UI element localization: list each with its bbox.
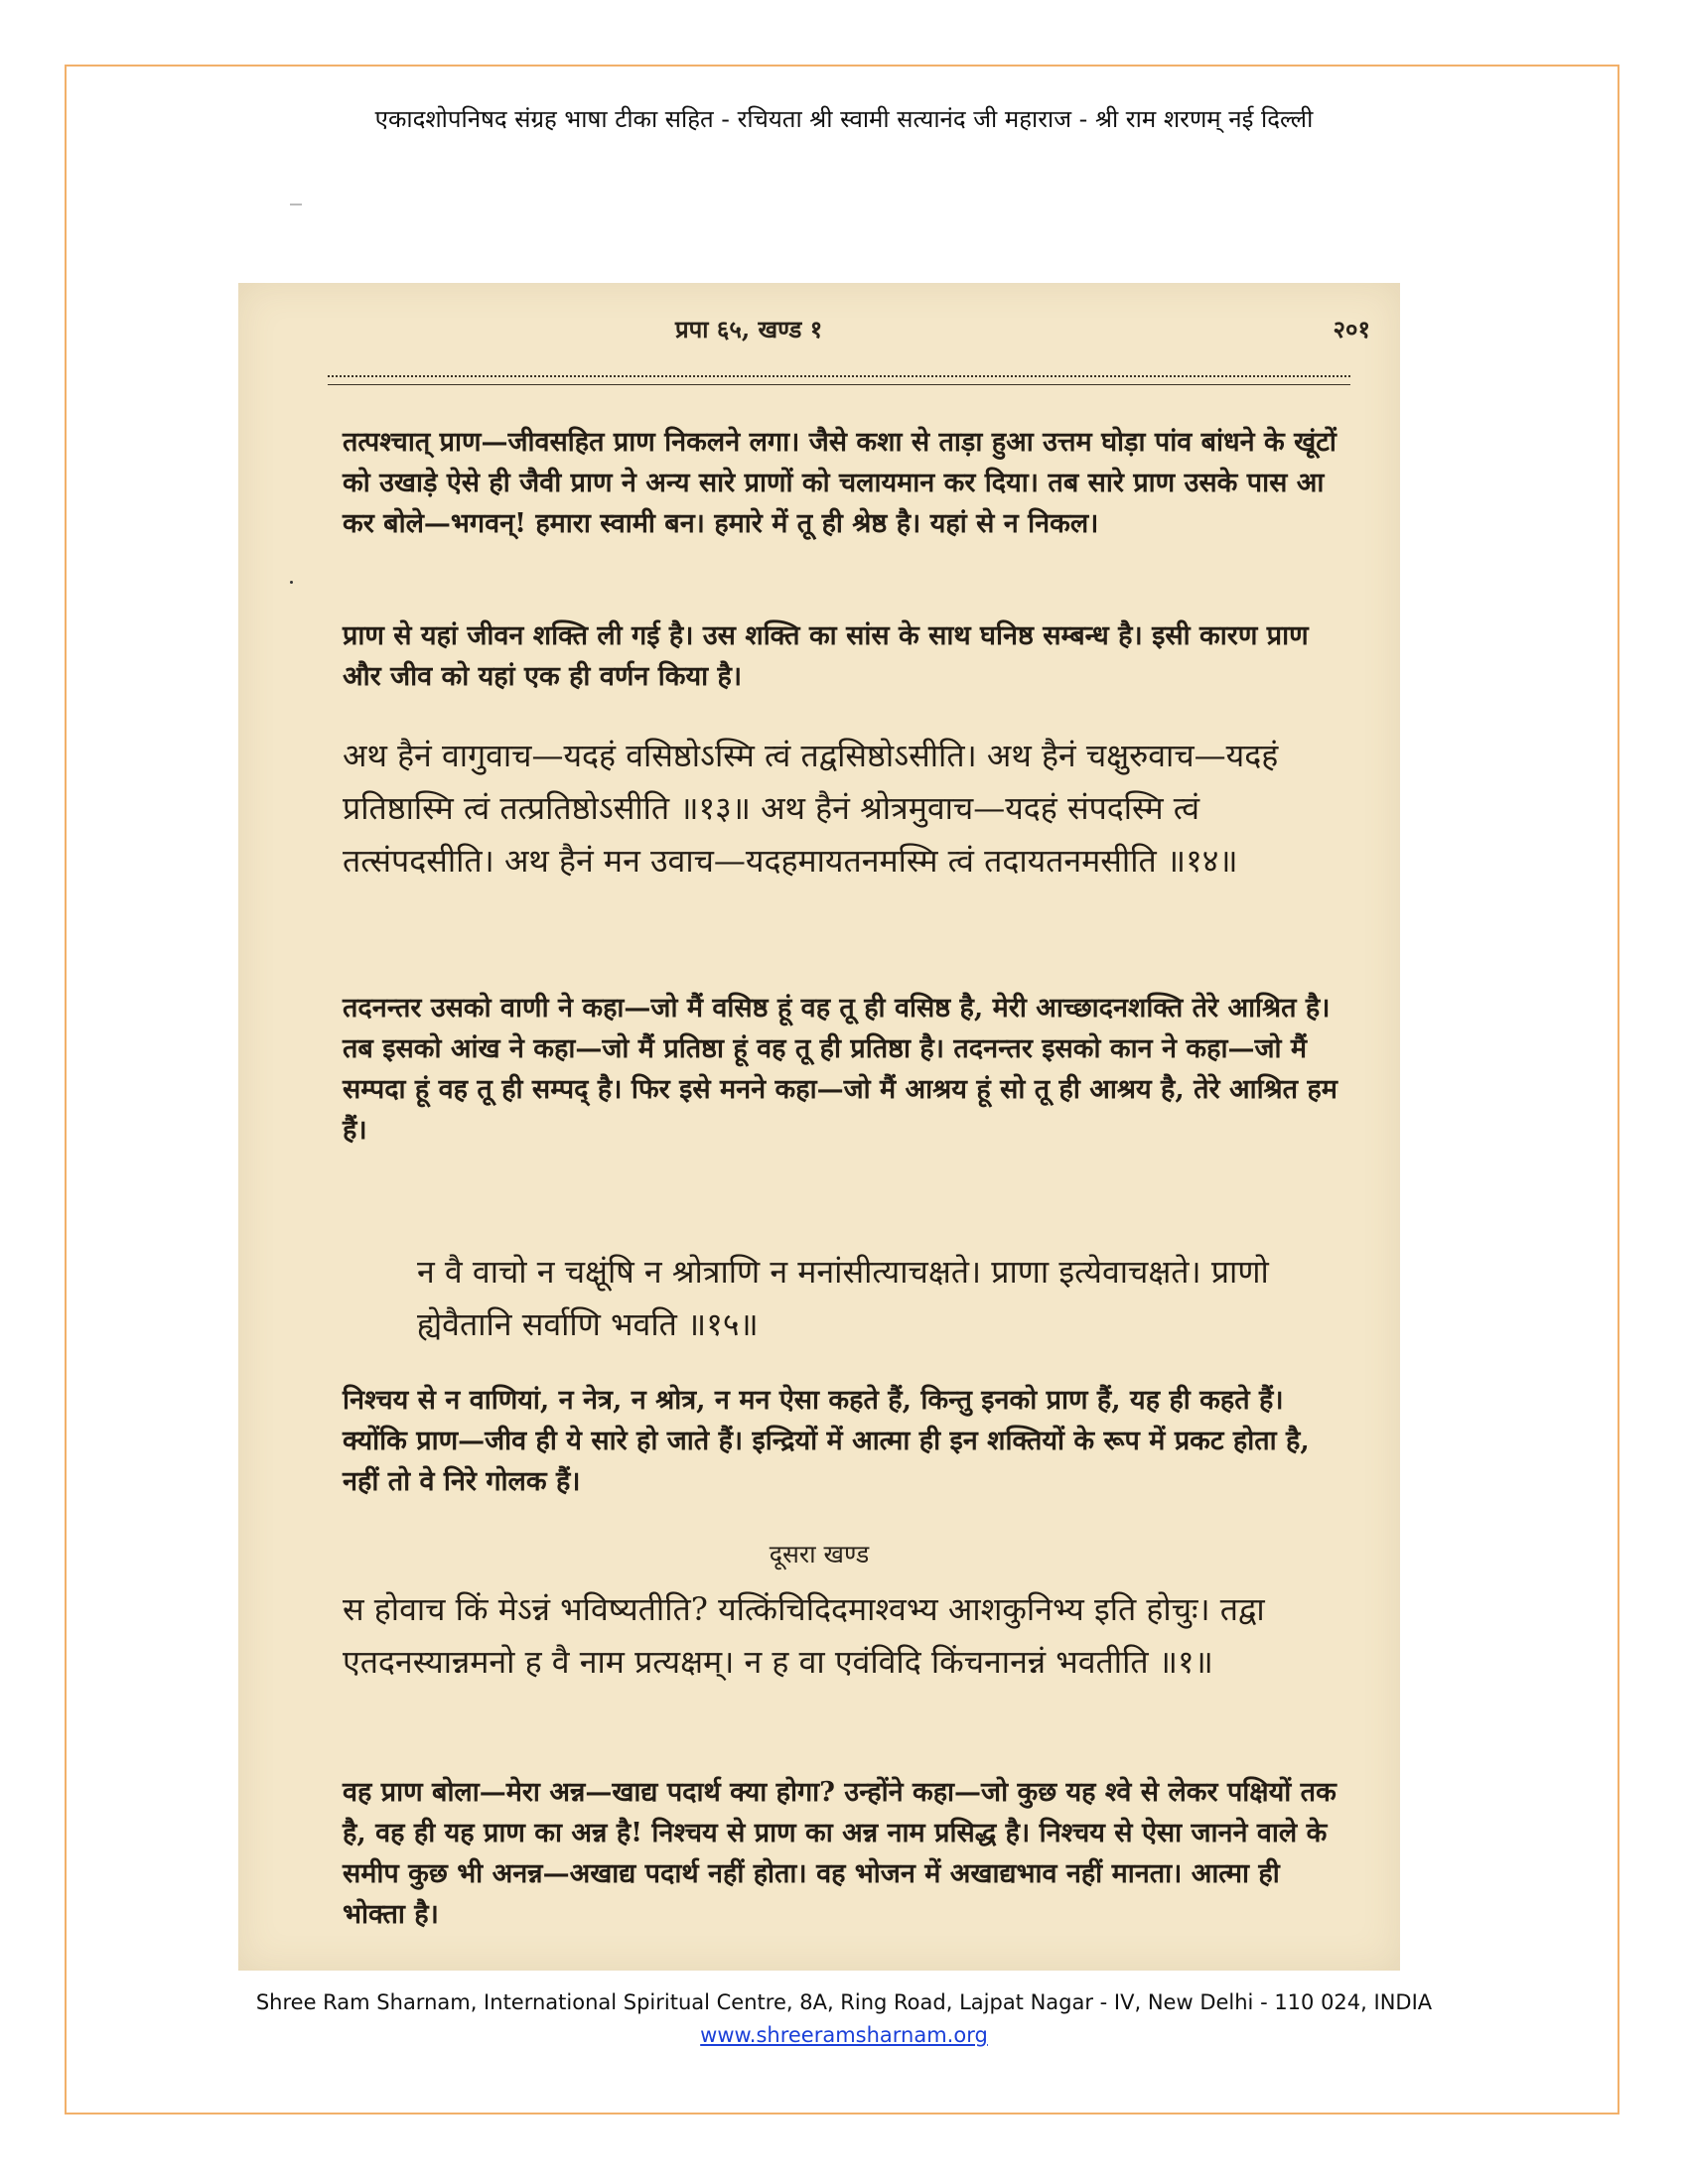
- sanskrit-verse-1: स होवाच किं मेऽन्नं भविष्यतीति? यत्किंचिदिदमाश्वभ्य आशकुनिभ्य इति होचुः। तद्वा एतदनस्यान्नमनो ह वै नाम प्रत्यक्षम्। न ह वा एवंविदि किंचनानन्नं भवतीति ॥१॥: [343, 1590, 1265, 1681]
- footer-website: [0, 2023, 1688, 2047]
- running-head-text: प्रपा ६५, खण्ड १: [675, 315, 823, 343]
- paragraph-2: प्राण से यहां जीवन शक्ति ली गई है। उस शक्ति का सांस के साथ घनिष्ठ सम्बन्ध है। इसी कारण प्राण और जीव को यहां एक ही वर्णन किया है।: [343, 620, 1309, 692]
- header-rule-dotted: [328, 375, 1350, 377]
- website-link[interactable]: www.shreeramsharnam.org: [700, 2023, 988, 2047]
- section-heading: दूसरा खण्ड: [769, 1540, 870, 1569]
- scan-mark: [290, 204, 302, 205]
- paragraph-5: वह प्राण बोला—मेरा अन्न—खाद्य पदार्थ क्या होगा? उन्होंने कहा—जो कुछ यह श्वे से लेकर पक्षियों तक है, वह ही यह प्राण का अन्न है! निश्चय से प्राण का अन्न नाम प्रसिद्ध है। निश्चय से ऐसा जानने वाले के समीप कुछ भी अनन्न—अखाद्य पदार्थ नहीं होता। वह भोजन में अखाद्यभाव नहीं मानता। आत्मा ही भोक्ता है।: [343, 1777, 1336, 1930]
- sanskrit-verse-13-14: अथ हैनं वागुवाच—यदहं वसिष्ठोऽस्मि त्वं तद्वसिष्ठोऽसीति। अथ हैनं चक्षुरुवाच—यदहं प्रतिष्ठास्मि त्वं तत्प्रतिष्ठोऽसीति ॥१३॥ अथ हैनं श्रोत्रमुवाच—यदहं संपदस्मि त्वं तत्संपदसीति। अथ हैनं मन उवाच—यदहमायतनमस्मि त्वं तदायतनमसीति ॥१४॥: [343, 737, 1279, 880]
- footer-address: Shree Ram Sharnam, International Spiritual Centre, 8A, Ring Road, Lajpat Nagar - IV, New Delhi - 110 024, INDIA: [255, 1990, 1433, 2014]
- page-number: २०१: [1333, 315, 1370, 343]
- paragraph-1: तत्पश्चात् प्राण—जीवसहित प्राण निकलने लगा। जैसे कशा से ताड़ा हुआ उत्तम घोड़ा पांव बांधने के खूंटों को उखाड़े ऐसे ही जैवी प्राण ने अन्य सारे प्राणों को चलायमान कर दिया। तब सारे प्राण उसके पास आ कर बोले—भगवन्! हमारा स्वामी बन। हमारे में तू ही श्रेष्ठ है। यहां से न निकल।: [343, 427, 1336, 539]
- scan-dot: [290, 581, 293, 584]
- sanskrit-verse-15: न वै वाचो न चक्षूंषि न श्रोत्राणि न मनांसीत्याचक्षते। प्राणा इत्येवाचक्षते। प्राणो ह्येवैतानि सर्वाणि भवति ॥१५॥: [417, 1253, 1269, 1343]
- paragraph-4: निश्चय से न वाणियां, न नेत्र, न श्रोत्र, न मन ऐसा कहते हैं, किन्तु इनको प्राण हैं, यह ही कहते हैं। क्योंकि प्राण—जीव ही ये सारे हो जाते हैं। इन्द्रियों में आत्मा ही इन शक्तियों के रूप में प्रकट होता है, नहीं तो वे निरे गोलक हैं।: [343, 1385, 1310, 1497]
- document-header: एकादशोपनिषद संग्रह भाषा टीका सहित - रचियता श्री स्वामी सत्यानंद जी महाराज - श्री राम शरणम् नई दिल्ली: [374, 105, 1314, 133]
- running-header: [238, 313, 1400, 352]
- paragraph-3: तदनन्तर उसको वाणी ने कहा—जो मैं वसिष्ठ हूं वह तू ही वसिष्ठ है, मेरी आच्छादनशक्ति तेरे आश्रित है। तब इसको आंख ने कहा—जो मैं प्रतिष्ठा हूं वह तू ही प्रतिष्ठा है। तदनन्तर इसको कान ने कहा—जो मैं सम्पदा हूं वह तू ही सम्पद् है। फिर इसे मनने कहा—जो मैं आश्रय हूं सो तू ही आश्रय है, तेरे आश्रित हम हैं।: [343, 993, 1337, 1146]
- header-rule-solid: [328, 384, 1350, 385]
